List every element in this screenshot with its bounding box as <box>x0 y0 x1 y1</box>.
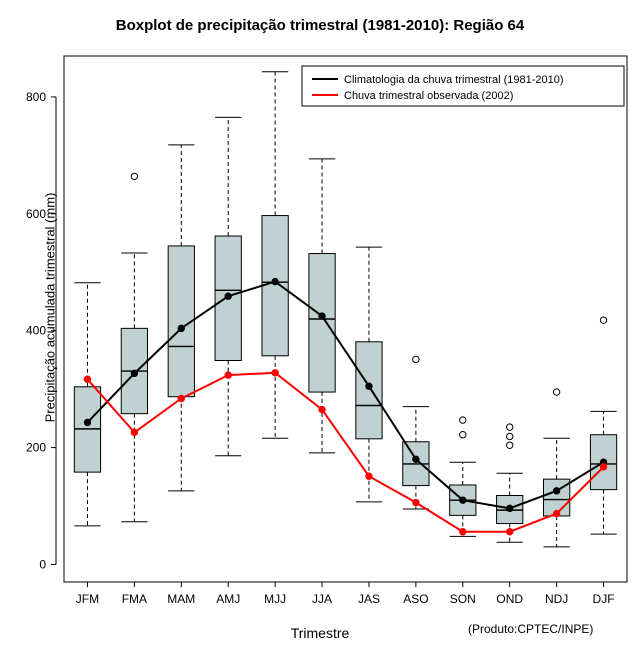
outlier-point <box>413 356 419 362</box>
series-point <box>460 529 466 535</box>
series-point <box>272 278 278 284</box>
series-point <box>272 370 278 376</box>
series-point <box>507 529 513 535</box>
series-lines-layer <box>84 278 606 535</box>
legend-label: Chuva trimestral observada (2002) <box>344 90 514 102</box>
x-tick-label: JFM <box>75 592 100 606</box>
x-tick-label: DJF <box>592 592 615 606</box>
series-point <box>225 372 231 378</box>
series-point <box>460 497 466 503</box>
series-line <box>87 282 603 509</box>
outlier-point <box>600 317 606 323</box>
x-tick-label: OND <box>496 592 524 606</box>
y-tick-label: 600 <box>25 206 46 221</box>
series-point <box>178 395 184 401</box>
x-tick-label: MAM <box>167 592 196 606</box>
y-tick-label: 400 <box>25 323 46 338</box>
outlier-point <box>131 173 137 179</box>
x-tick-label: SON <box>449 592 476 606</box>
boxplot-box <box>168 145 194 491</box>
boxplot-box <box>262 72 288 438</box>
product-credit: (Produto:CPTEC/INPE) <box>468 622 594 636</box>
y-tick-label: 0 <box>39 557 46 572</box>
outlier-point <box>553 389 559 395</box>
x-tick-label: MJJ <box>264 592 287 606</box>
y-axis-label: Precipitação acumulada trimestral (mm) <box>42 192 58 423</box>
chart-legend <box>302 66 624 106</box>
series-point <box>553 488 559 494</box>
boxplot-box <box>497 424 523 542</box>
series-point <box>413 456 419 462</box>
boxes-layer <box>74 72 616 547</box>
legend-label: Climatologia da chuva trimestral (1981-2010) <box>344 74 564 86</box>
plot-frame <box>64 56 627 582</box>
y-tick-label: 800 <box>25 89 46 104</box>
outlier-point <box>507 433 513 439</box>
boxplot-box <box>590 317 616 534</box>
series-point <box>319 313 325 319</box>
box-iqr <box>356 342 382 439</box>
y-tick-label: 200 <box>25 440 46 455</box>
x-tick-label: NDJ <box>544 592 569 606</box>
series-point <box>84 376 90 382</box>
boxplot-box <box>403 356 429 509</box>
series-line <box>87 373 603 532</box>
x-tick-label: ASO <box>403 592 429 606</box>
series-point <box>600 464 606 470</box>
box-iqr <box>262 216 288 356</box>
series-point <box>131 429 137 435</box>
x-axis <box>76 582 615 606</box>
chart-title: Boxplot de precipitação trimestral (1981-2010): Região 64 <box>115 17 525 34</box>
series-point <box>225 293 231 299</box>
x-tick-label: FMA <box>121 592 148 606</box>
x-tick-label: AMJ <box>216 592 241 606</box>
box-iqr <box>309 254 335 393</box>
series-point <box>84 419 90 425</box>
series-point <box>131 370 137 376</box>
x-axis-label: Trimestre <box>290 625 350 641</box>
outlier-point <box>460 417 466 423</box>
series-point <box>553 510 559 516</box>
plot-border <box>64 56 627 582</box>
series-point <box>366 473 372 479</box>
boxplot-box <box>74 283 100 526</box>
series-point <box>366 383 372 389</box>
series-point <box>413 499 419 505</box>
series-point <box>507 505 513 511</box>
x-tick-label: JJA <box>312 592 333 606</box>
outlier-point <box>460 432 466 438</box>
series-point <box>319 406 325 412</box>
outlier-point <box>507 424 513 430</box>
boxplot-box <box>215 117 241 455</box>
boxplot-box <box>450 417 476 537</box>
boxplot-box <box>543 389 569 547</box>
x-tick-label: JAS <box>357 592 380 606</box>
outlier-point <box>507 442 513 448</box>
boxplot-box <box>121 173 147 522</box>
series-point <box>178 325 184 331</box>
